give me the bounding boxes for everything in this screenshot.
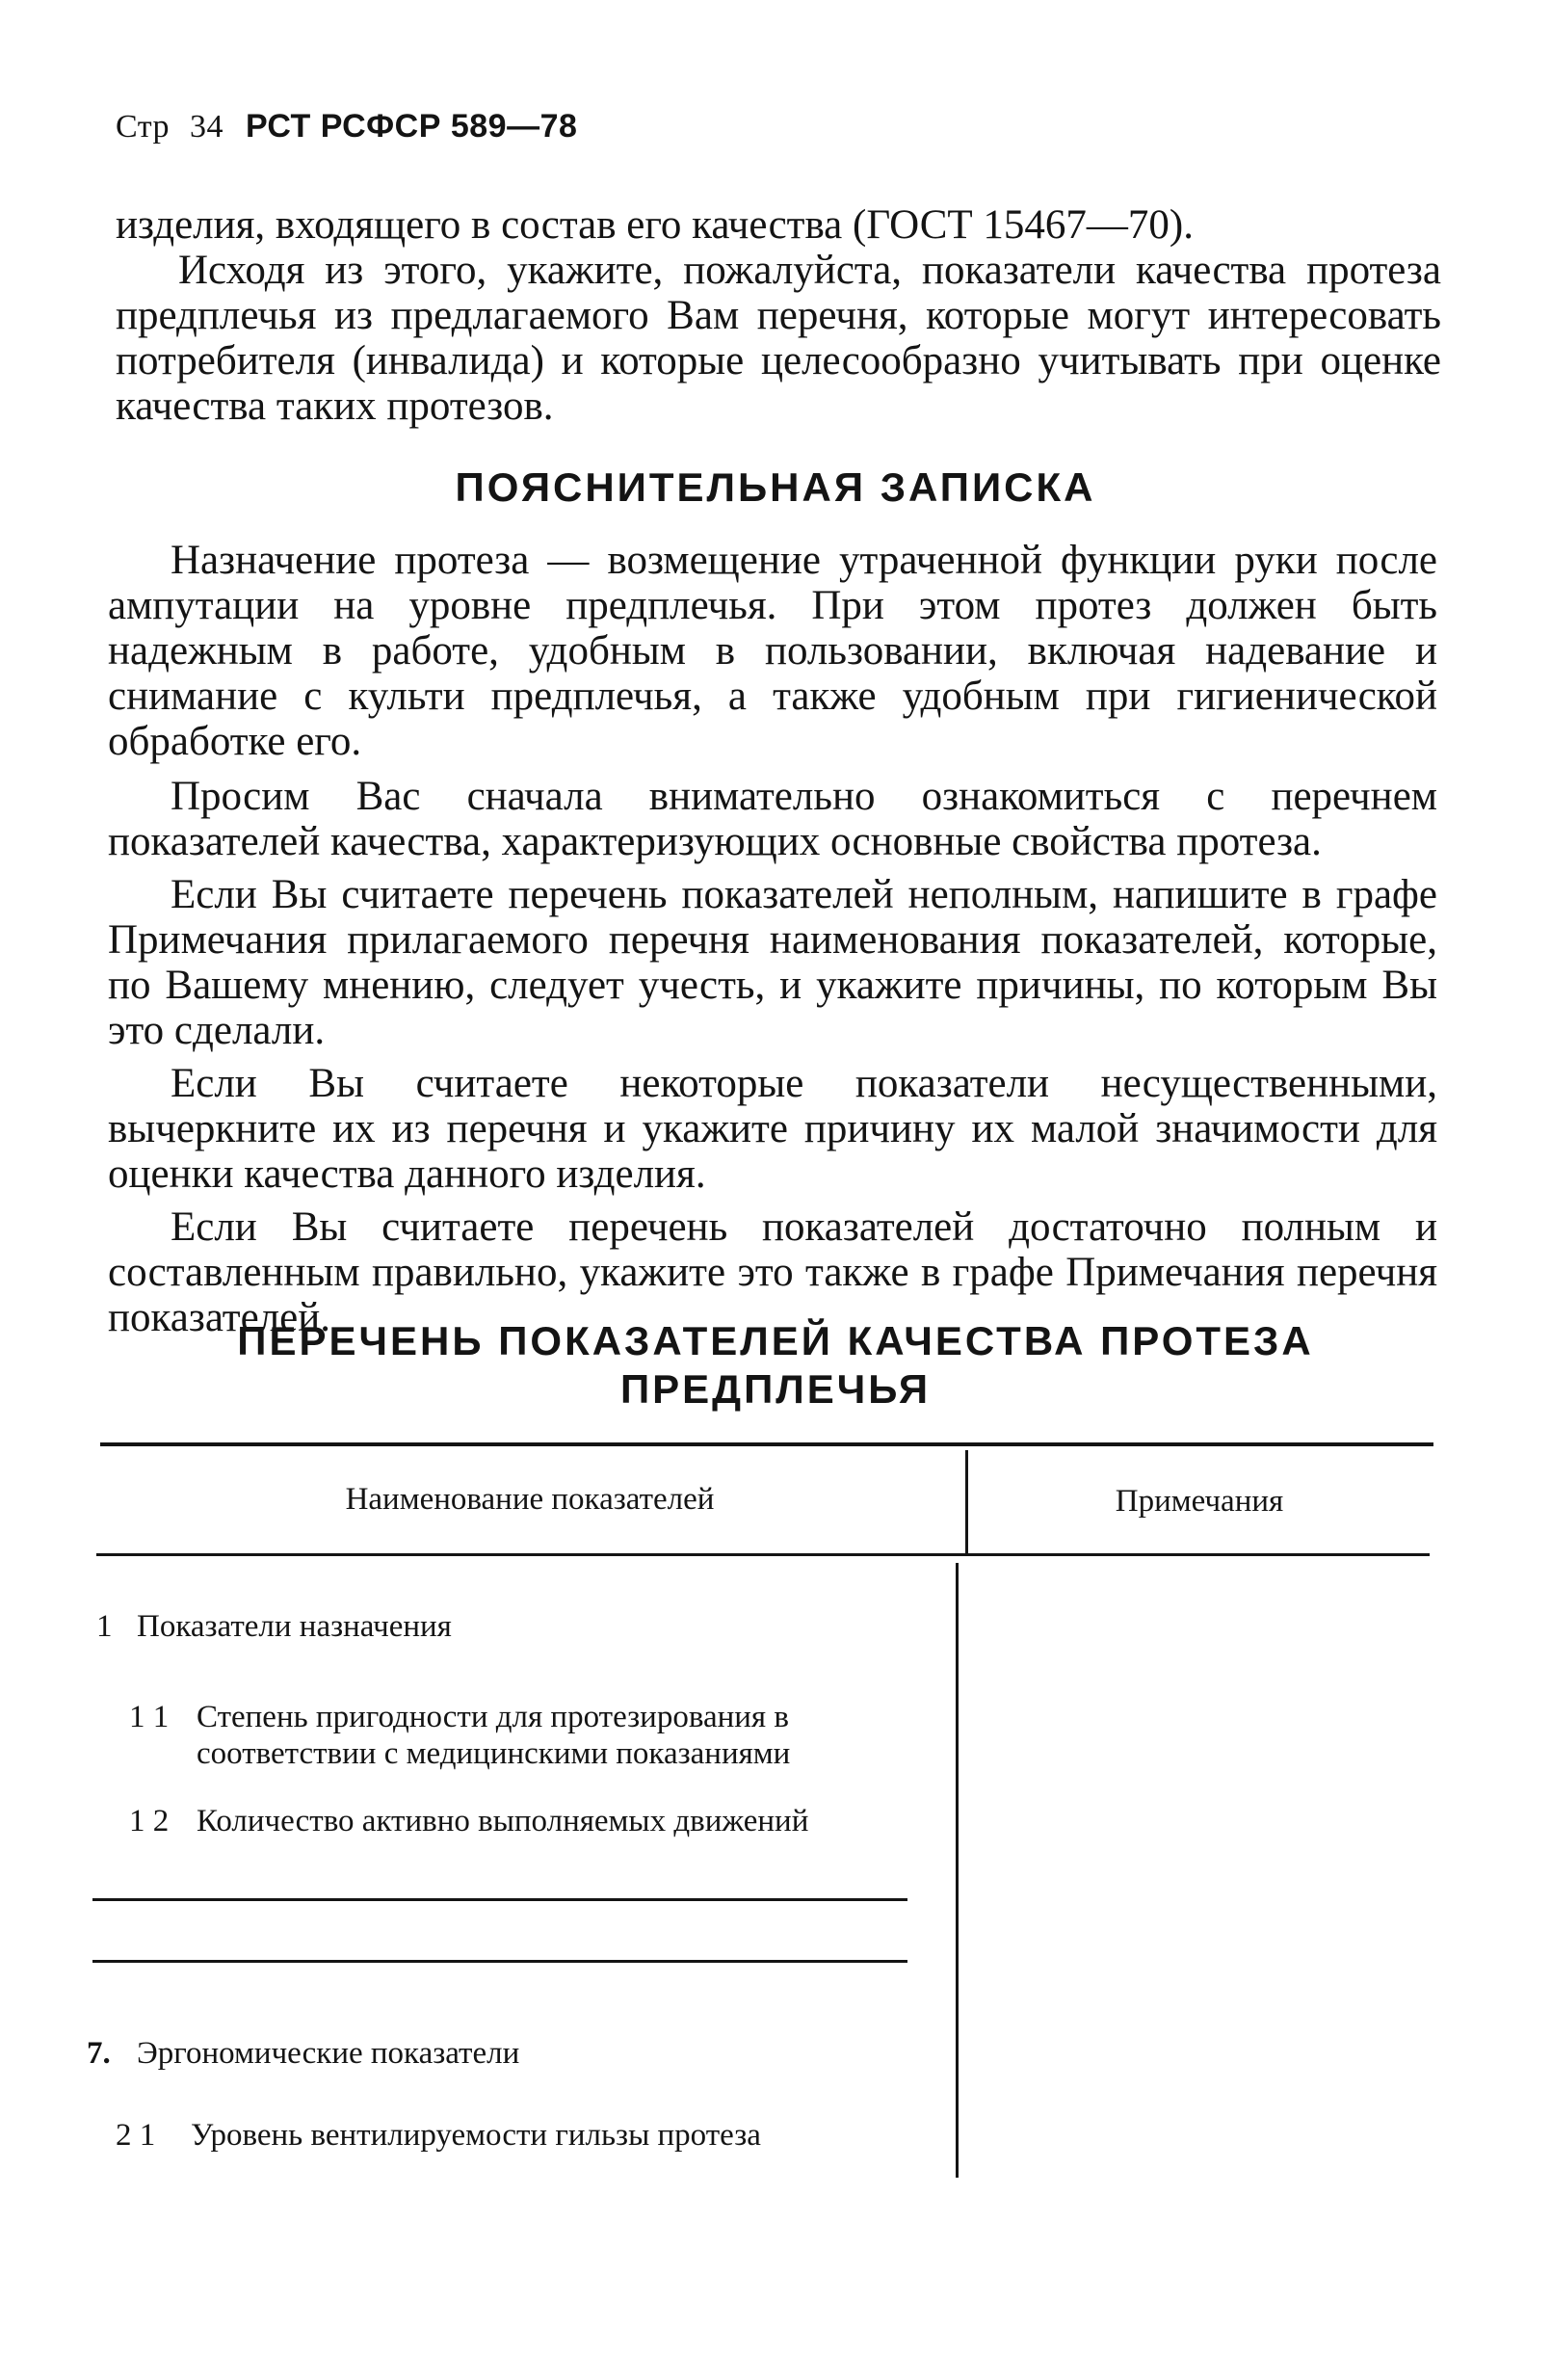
intro-request: Исходя из этого, укажите, пожалуйста, показатели качества протеза предплечья из предлагаемого Вам перечня, которые могут интересовать потребителя (инвалида) и которые целесообразно учитывать при оценке качества таких протезов. — [116, 248, 1441, 429]
table-body-divider — [956, 1563, 959, 2178]
table-gap-rule-2 — [92, 1960, 907, 1963]
list-item-continuation — [197, 1734, 790, 1773]
list-item — [129, 1802, 808, 1840]
item-number: 7. — [87, 2036, 111, 2071]
item-number: 1 — [96, 1609, 113, 1644]
note-paragraph-2: Просим Вас сначала внимательно ознакомиться с перечнем показателей качества, характеризующих основные свойства протеза. — [108, 774, 1437, 864]
page-number: 34 — [190, 109, 224, 145]
item-text-continued: соответствии с медицинскими показаниями — [197, 1736, 791, 1771]
list-title-line-1: ПЕРЕЧЕНЬ ПОКАЗАТЕЛЕЙ КАЧЕСТВА ПРОТЕЗА — [237, 1318, 1314, 1363]
note-title: ПОЯСНИТЕЛЬНАЯ ЗАПИСКА — [455, 464, 1096, 510]
note-paragraph-4: Если Вы считаете некоторые показатели несущественными, вычеркните их из перечня и укажите причину их малой значимости для оценки качества данного изделия. — [108, 1061, 1437, 1197]
item-text: Количество активно выполняемых движений — [197, 1804, 809, 1838]
item-text: Эргономические показатели — [137, 2036, 520, 2071]
page-header — [116, 108, 577, 145]
standard-code: РСТ РСФСР 589—78 — [246, 108, 578, 145]
item-text: Показатели назначения — [137, 1609, 452, 1644]
column-header-notes: Примечания — [1115, 1484, 1284, 1519]
note-body — [108, 538, 1437, 1340]
list-item — [87, 2034, 519, 2073]
note-paragraph-3: Если Вы считаете перечень показателей неполным, напишите в графе Примечания прилагаемого перечня наименования показателей, которые, по Вашему мнению, следует учесть, и укажите причины, по которым Вы это сделали. — [108, 872, 1437, 1053]
item-number: 1 2 — [129, 1804, 170, 1838]
note-paragraph-5: Если Вы считаете перечень показателей достаточно полным и составленным правильно, укажите это также в графе Примечания перечня показателей. — [108, 1204, 1437, 1340]
list-item — [96, 1607, 452, 1646]
item-number: 1 1 — [129, 1700, 170, 1734]
note-paragraph-1: Назначение протеза — возмещение утраченной функции руки после ампутации на уровне предплечья. При этом протез должен быть надежным в работе, удобным в пользовании, включая надевание и снимание с культи предплечья, а также удобным при гигиенической обработке его. — [108, 538, 1437, 764]
list-item — [129, 1698, 789, 1736]
table-top-rule — [100, 1442, 1433, 1446]
table-header-divider — [965, 1450, 968, 1553]
page-prefix: Стр — [116, 109, 171, 145]
intro-text — [116, 202, 1441, 429]
table-gap-rule-1 — [92, 1898, 907, 1901]
table-header-rule — [96, 1553, 1430, 1556]
item-number: 2 1 — [116, 2118, 156, 2153]
item-text: Уровень вентилируемости гильзы протеза — [191, 2118, 761, 2153]
list-item — [116, 2116, 761, 2155]
list-title-line-2: ПРЕДПЛЕЧЬЯ — [619, 1366, 932, 1412]
item-text: Степень пригодности для протезирования в — [197, 1700, 789, 1734]
column-header-name: Наименование показателей — [345, 1482, 715, 1517]
intro-continuation: изделия, входящего в состав его качества (ГОСТ 15467—70). — [116, 202, 1194, 248]
